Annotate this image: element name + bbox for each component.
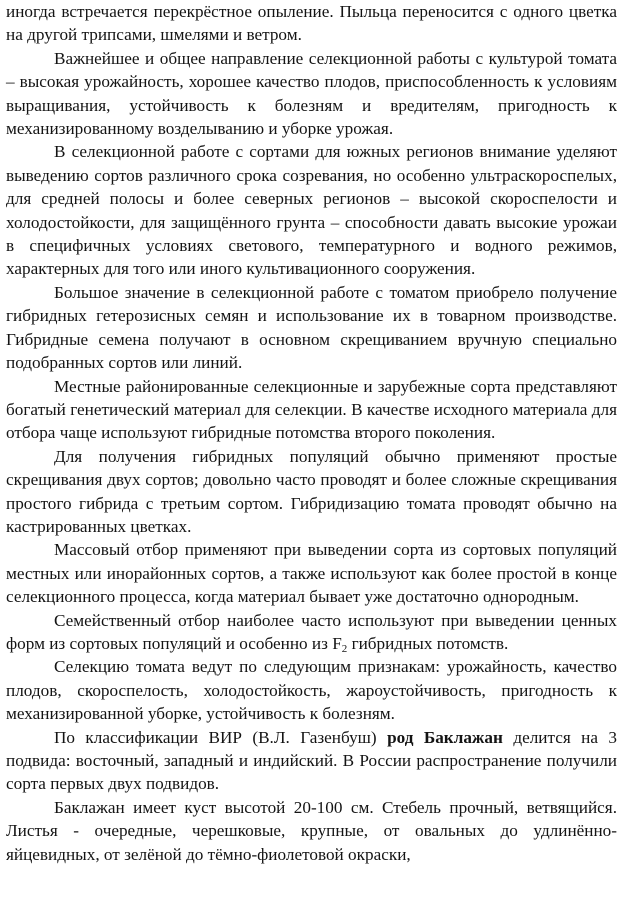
document-page	[6, 0, 617, 866]
family-selection-text: Семейственный отбор наиболее часто используют при выведении ценных форм из сортовых популяций и особенно из F	[6, 610, 617, 653]
family-selection-text-end: гибридных потомств.	[347, 633, 509, 653]
paragraph-eggplant-classification	[6, 726, 617, 796]
paragraph-hybrid-seeds: Большое значение в селекционной работе с томатом приобрело получение гибридных гетерозисных семян и использование их в товарном производстве. Гибридные семена получают в основном скрещиванием вручную специально подобранных сортов или линий.	[6, 282, 617, 373]
generation-subscript: 2	[341, 642, 348, 655]
paragraph-selection-traits: Селекцию томата ведут по следующим признакам: урожайность, качество плодов, скороспелость, холодостойкость, жароустойчивость, пригодность к механизированной уборке, устойчивость к болезням.	[6, 657, 617, 724]
paragraph-family-selection	[6, 609, 617, 656]
paragraph-regional-varieties: В селекционной работе с сортами для южных регионов внимание уделяют выведению сортов различного срока созревания, но особенно ультраскороспелых, для средней полосы и более северных регионов – высокой скороспелости и холодостойкости, для защищённого грунта – способности давать высокие урожаи в специфичных условиях светового, температурного и водного режимов, характерных для того или иного культивационного сооружения.	[6, 142, 617, 279]
genus-eggplant-bold: род Баклажан	[387, 727, 503, 747]
paragraph-pollination: иногда встречается перекрёстное опыление. Пыльца переносится с одного цветка на другой трипсами, шмелями и ветром.	[6, 2, 617, 45]
paragraph-genetic-material: Местные районированные селекционные и зарубежные сорта представляют богатый генетический материал для селекции. В качестве исходного материала для отбора чаще используют гибридные потомства второго поколения.	[6, 376, 617, 443]
paragraph-eggplant-description: Баклажан имеет куст высотой 20-100 см. Стебель прочный, ветвящийся. Листья - очередные, черешковые, крупные, от овальных до удлинённо-яйцевидных, от зелёной до тёмно-фиолетовой окраски,	[6, 797, 617, 864]
paragraph-hybrid-populations: Для получения гибридных популяций обычно применяют простые скрещивания двух сортов; довольно часто проводят и более сложные скрещивания простого гибрида с третьим сортом. Гибридизацию томата проводят обычно на кастрированных цветках.	[6, 446, 617, 536]
paragraph-mass-selection: Массовый отбор применяют при выведении сорта из сортовых популяций местных или инорайонных сортов, а также используют как более простой в конце селекционного процесса, когда материал бывает уже достаточно однородным.	[6, 540, 617, 607]
paragraph-breeding-direction: Важнейшее и общее направление селекционной работы с культурой томата – высокая урожайность, хорошее качество плодов, приспособленность к условиям выращивания, устойчивость к болезням и вредителям, пригодность к механизированному возделыванию и уборке урожая.	[6, 48, 617, 139]
classification-text-end: делится на 3 подвида: восточный, западный и индийский. В России распространение получили сорта первых двух подвидов.	[6, 727, 618, 794]
classification-text: По классификации ВИР (В.Л. Газенбуш)	[54, 727, 388, 747]
